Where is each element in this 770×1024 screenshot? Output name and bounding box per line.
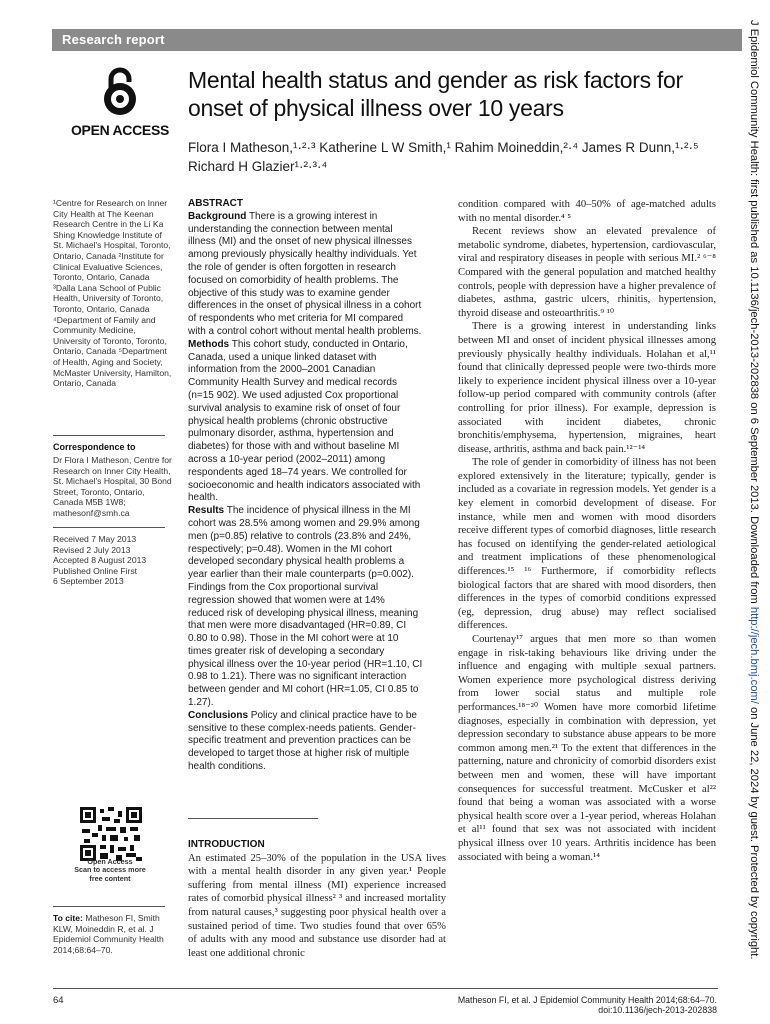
date-published-label: Published Online First xyxy=(53,565,138,576)
background-heading: Background xyxy=(188,210,247,222)
background-text: There is a growing interest in understanding the connection between mental illness (MI) and the onset of new physical illnesses among previously physically healthy individuals. Yet the role of gender is often forgotten in research focused on comorbidity of health problems. The objective of this study was to examine gender differences in the onset of physical illness in a cohort of respondents who met criteria for MI compared with a control cohort without mental health problems. xyxy=(188,210,422,337)
footer-citation: Matheson FI, et al. J Epidemiol Community Health 2014;68:64–70. doi:10.1136/jech-2013-202838 xyxy=(457,995,717,1015)
footer-rule xyxy=(53,988,718,989)
download-notice-suffix: on June 22, 2024 by guest. Protected by copyright. xyxy=(748,703,760,960)
paragraph: condition compared with 40–50% of age-matched adults with no mental disorder.⁴ ⁵ xyxy=(458,199,716,224)
introduction-text: An estimated 25–30% of the population in the USA lives with a mental health disorder in any given year.¹ People suffering from mental illness (MI) experience increased rates of comorbid physical illness² ³ and increased mortality from natural causes,³ suggesting poor physical health over a sustained period of time. Two studies found that over 65% of adults with any mood and substance use disorder had at least one additional chronic xyxy=(188,852,446,959)
date-received: Received 7 May 2013 xyxy=(53,534,137,544)
correspondence-heading: Correspondence to xyxy=(53,442,136,452)
conclusions-heading: Conclusions xyxy=(188,709,249,721)
cite-label: To cite: xyxy=(53,913,83,923)
qr-caption xyxy=(60,858,160,883)
introduction xyxy=(188,838,446,960)
download-notice-prefix: J Epidemiol Community Health: first published as 10.1136/jech-2013-202838 on 6 September 2013. Downloaded from xyxy=(748,20,760,607)
download-notice xyxy=(748,20,760,959)
journal-link[interactable]: http://jech.bmj.com/ xyxy=(748,606,760,704)
page-number: 64 xyxy=(53,995,64,1006)
body-right-column xyxy=(458,198,716,864)
affiliations: ¹Centre for Research on Inner City Health at The Keenan Research Centre in the Li Ka Shing Knowledge Institute of St. Michael's Hospital, Toronto, Ontario, Canada ²Institute for Clinical Evaluative Sciences, Toronto, Ontario, Canada ³Dalla Lana School of Public Health, University of Toronto, Toronto, Ontario, Canada ⁴Department of Family and Community Medicine, University of Toronto, Toronto, Ontario, Canada ⁵Department of Health, Aging and Society, McMaster University, Hamilton, Ontario, Canada xyxy=(53,198,172,389)
divider xyxy=(53,435,165,436)
article-dates xyxy=(53,534,173,587)
abstract xyxy=(188,198,423,774)
open-access-logo xyxy=(70,66,170,138)
section-banner-label: Research report xyxy=(62,32,165,47)
methods-heading: Methods xyxy=(188,338,230,350)
open-access-label: OPEN ACCESS xyxy=(70,122,170,138)
methods-text: This cohort study, conducted in Ontario, Canada, used a unique linked dataset with information from the 2000–2001 Canadian Community Health Survey and medical records (n=15 902). We used adjusted Cox proportional survival analysis to examine risk of onset of four physical health problems (chronic obstructive pulmonary disorder, asthma, hypertension and diabetes) for those with and without baseline MI across a 10-year period (2002–2011) among respondents aged 18–74 years. We controlled for socioeconomic and health indicators associated with health. xyxy=(188,338,421,504)
paragraph: There is a growing interest in understanding links between MI and onset of incident physical illnesses among previously physically healthy individuals. Holahan et al,¹¹ found that clinically depressed people were two-thirds more likely to experience incident physical illness over a 10-year follow-up period compared with community controls (after controlling for prior illness). For example, depression is associated with incident diabetes, chronic bronchitis/emphysema, hypertension, migraines, heart disease, arthritis, asthma and back pain.¹²⁻¹⁴ xyxy=(458,321,716,455)
divider xyxy=(53,906,165,907)
cite-text: Matheson FI, Smith KLW, Moineddin R, et al. J Epidemiol Community Health 2014;68:64–70. xyxy=(53,913,164,955)
date-revised: Revised 2 July 2013 xyxy=(53,544,131,555)
open-access-lock-icon xyxy=(97,66,143,118)
qr-caption-line: Scan to access more xyxy=(74,865,146,875)
results-text: The incidence of physical illness in the MI cohort was 28.5% among women and 29.9% among men (p=0.85) relative to controls (23.8% and 24%, respectively; p=0.48). Women in the MI cohort developed secondary physical health problems a year earlier than their male counterparts (p=0.002). Findings from the Cox proportional survival regression showed that women were at 14% reduced risk of developing physical illness, meaning that men were more disadvantaged (HR=0.89, CI 0.80 to 0.98). Those in the MI cohort were at 10 times greater risk of developing a secondary physical illness over the 10-year period (HR=1.10, CI 0.98 to 1.21). There was no significant interaction between gender and MI cohort (HR=1.05, CI 0.85 to 1.27). xyxy=(188,505,423,709)
paragraph: Recent reviews show an elevated prevalence of metabolic syndrome, diabetes, hypertension, cardiovascular, viral and respiratory diseases in people with serious MI.² ⁶⁻⁸ Compared with the general population and matched healthy controls, people with depression have a higher prevalence of diabetes, asthma, gastric ulcers, rhinitis, hypertension, thyroid disease and osteoarthritis.⁹ ¹⁰ xyxy=(458,226,716,319)
qr-caption-line: Open Access xyxy=(87,857,133,866)
divider xyxy=(53,527,165,528)
author-list: Flora I Matheson,¹·²·³ Katherine L W Smith,¹ Rahim Moineddin,²·⁴ James R Dunn,¹·²·⁵ Richard H Glazier¹·²·³·⁴ xyxy=(188,140,699,174)
date-accepted: Accepted 8 August 2013 xyxy=(53,555,147,566)
article-title: Mental health status and gender as risk factors for onset of physical illness over 10 years xyxy=(188,67,683,121)
qr-caption-line: free content xyxy=(89,873,131,883)
qr-code[interactable] xyxy=(80,807,142,861)
paragraph: The role of gender in comorbidity of illness has not been explored extensively in the literature; typically, gender is included as a covariate in regression models. Yet gender is a key element in comorbid development of disease. For instance, while men and women with mood disorders receive different types of comorbid diagnoses, little research has focused on identifying the gender-related aetiological and treatment implications of these phenomenological differences.¹⁵ ¹⁶ Furthermore, if comorbidity reflects biological factors that are shared with mood disorders, then differences in the types of comorbid conditions expressed (eg, depression, drug abuse) may reflect socialised differences. xyxy=(458,457,716,632)
date-published: 6 September 2013 xyxy=(53,576,124,587)
correspondence-text: Dr Flora I Matheson, Centre for Research on Inner City Health, St. Michael's Hospital, 30 Bond Street, Toronto, Ontario, Canada M5B 1W8; mathesonf@smh.ca xyxy=(53,455,172,518)
paragraph: Courtenay¹⁷ argues that men more so than women engage in risk-taking behaviours like driving under the influence and engaging with multiple sexual partners. Women experience more psychological distress deriving from lower social status and multiple role performances.¹⁸⁻²⁰ Women have more comorbid lifetime diagnoses, especially in combination with depression, yet depression secondary to substance abuse appears to be more common among men.²¹ To the extent that differences in the patterning, nature and chronicity of comorbid disorders exist between men and women, these will have important consequences for successful treatment. McCusker et al²² found that being a woman was associated with a worse physical health score over a 1-year period, whereas Holahan et al¹¹ found that sex was not associated with incident physical illness over 10 years. Arthritis incidence has been associated with being a woman.¹⁴ xyxy=(458,634,716,863)
cite-box xyxy=(53,913,173,955)
abstract-heading: ABSTRACT xyxy=(188,198,243,209)
divider xyxy=(188,818,318,819)
section-banner xyxy=(52,29,742,51)
introduction-heading: INTRODUCTION xyxy=(188,839,265,850)
results-heading: Results xyxy=(188,505,225,517)
conclusions-text: Policy and clinical practice have to be sensitive to these complex-needs patients. Gender-specific treatment and prevention practices can be developed to target those at higher risk of multiple health conditions. xyxy=(188,709,417,773)
